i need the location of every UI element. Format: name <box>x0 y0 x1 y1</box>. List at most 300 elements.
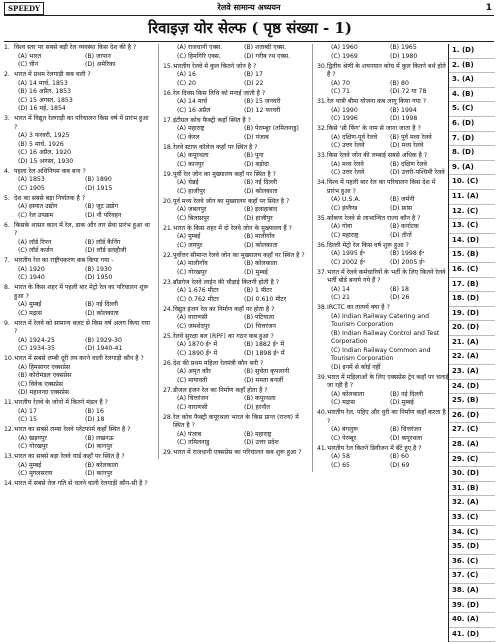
question-text: किसे 'थ्री फिंग' के नाम से जाना जाता है ? <box>327 125 421 132</box>
question-line <box>317 215 449 224</box>
question-line <box>4 426 152 435</box>
option-list <box>163 287 311 304</box>
question-line <box>4 399 152 408</box>
option-text: (A) इस्पात उद्योग <box>18 203 58 210</box>
page-title: रिवाइज़ योर सेल्फ ( पृष्ठ संख्या - 1) <box>148 19 352 37</box>
question-item <box>317 409 449 443</box>
option-list <box>163 341 311 358</box>
question-item <box>4 426 152 452</box>
option-list <box>163 125 311 142</box>
option-text: (B) जापान <box>85 52 111 60</box>
answer-key-item: 25. (B) <box>449 394 495 409</box>
question-text: भारत में महिलाओं के लिए एक्सप्रेस ट्रेन कहाँ पर चलाई जा रही है ? <box>327 373 449 389</box>
answer-key-item: 16. (C) <box>449 263 495 278</box>
question-item <box>317 63 449 97</box>
option-text: (A) 1.676 मीटर <box>177 287 219 294</box>
option-text: (D) 18 <box>85 416 105 423</box>
question-item <box>4 44 152 70</box>
question-item <box>163 252 311 278</box>
option-text: (C) जयपुर <box>177 241 203 249</box>
question-line <box>317 374 449 391</box>
question-text: भारत में सबसे तेज गति से चलने वाली रेलगाड़ी कौन-सी है ? <box>14 480 148 487</box>
option-text: (C) महाराष्ट्र <box>331 231 359 239</box>
option-text: (D) चित्तरंजन <box>244 322 276 330</box>
question-text: भारत में रेलवे कर्मचारियों के भर्ती के लिए कितने रेलवे भर्ती बोर्ड बनाये गये हैं ? <box>327 268 446 284</box>
option-text: (A) U.S.A. <box>331 196 361 203</box>
question-item <box>163 333 311 359</box>
option-text: (B) 1930 <box>85 265 112 273</box>
option-list <box>163 44 311 61</box>
question-item <box>4 453 152 479</box>
question-item <box>163 144 311 170</box>
question-line <box>317 269 449 286</box>
answer-key-item: 28. (A) <box>449 438 495 453</box>
question-line <box>317 152 449 161</box>
option-text: (A) भारत <box>18 52 42 60</box>
question-text: किसके शासन काल में रेल, डाक और तार सेवा प्रारंभ हुआ था ? <box>14 221 150 237</box>
question-number: 1. <box>4 44 10 51</box>
question-line <box>163 63 311 72</box>
option-text: (D) हरनौत <box>244 403 270 411</box>
option-text: (A) 3 फरवरी, 1925 <box>18 132 70 139</box>
option-text: (A) कपूरथला <box>177 152 209 159</box>
question-line <box>163 387 311 396</box>
question-line <box>317 125 449 134</box>
question-text: रेल यात्री बीमा योजना कब लागू किया गया ? <box>327 98 426 105</box>
question-number: 40. <box>317 409 327 416</box>
option-text: (D) अमेरिका <box>85 61 116 68</box>
option-text: (A) लॉर्ड रिपन <box>18 238 52 246</box>
option-text: (C) 15 <box>18 416 37 423</box>
question-number: 36. <box>317 241 327 249</box>
option-text: (A) जबलपुर <box>177 206 207 213</box>
answer-key-item: 12. (C) <box>449 205 495 220</box>
question-number: 19. <box>163 170 173 178</box>
question-text: पूर्वी रेल जोन का मुख्यालय कहाँ पर स्थित है ? <box>173 170 276 178</box>
question-text: रेलवे स्टाफ कॉलेज कहाँ पर स्थित है ? <box>173 143 258 151</box>
option-text: (A) अमृत कौर <box>177 368 211 375</box>
option-text: (D) 1915 <box>85 184 113 192</box>
question-text: कोंकण रेलवे से लाभान्वित राज्य कौन है ? <box>327 214 421 222</box>
option-text: (A) कोलकाता <box>331 390 365 398</box>
question-line <box>4 453 152 462</box>
option-text: (B) Indian Railway Control and Test Corporation <box>331 329 440 345</box>
option-text: (D) तीनों <box>390 231 412 239</box>
option-text: (B) सुचेता कृपलानी <box>244 368 290 375</box>
option-text: (B) जूट उद्योग <box>85 203 119 210</box>
question-number: 38. <box>317 304 327 311</box>
option-text: (A) दक्षिण-पूर्व रेलवे <box>331 133 378 141</box>
answer-key-item: 20. (D) <box>449 321 495 336</box>
question-number: 35. <box>317 214 327 222</box>
option-text: (A) 1853 <box>18 176 45 183</box>
question-number: 27. <box>163 386 173 394</box>
question-text: भारत में सबसे लम्बी दूरी तय करने वाली रेलगाड़ी कौन है ? <box>14 355 144 362</box>
option-text: (D) कोलकाता <box>85 309 119 317</box>
option-text: (B) दक्षिण रेलवे <box>390 160 427 168</box>
question-item <box>163 449 311 458</box>
question-text: भारत में राजधानी एक्सप्रेस का परिचालन कब शुरू हुआ ? <box>173 449 302 456</box>
option-text: (C) 16 अप्रैल, 1920 <box>18 149 72 156</box>
question-item <box>317 269 449 303</box>
question-item <box>317 98 449 124</box>
answer-key-item: 38. (A) <box>449 584 495 599</box>
option-text: (B) नई दिल्ली <box>244 179 277 186</box>
option-text: (C) 65 <box>331 461 350 469</box>
option-text: (C) रेल उपक्रम <box>18 211 54 219</box>
option-text: (A) मुम्बई <box>18 461 42 469</box>
option-text: (C) हिमगिरि एक्स. <box>177 52 221 60</box>
answer-key-item: 18. (D) <box>449 292 495 307</box>
question-number: 6. <box>4 221 10 229</box>
answer-key-item: 40. (A) <box>449 613 495 628</box>
question-number: 22. <box>163 251 173 259</box>
question-text: भारतीय रेल, पहिए और धुरी का निर्माण कहाँ करता है ? <box>327 409 446 425</box>
option-text: (C) उत्तर रेलवे <box>331 142 365 149</box>
option-text: (C) 20 <box>177 79 196 87</box>
page-header <box>4 2 494 16</box>
question-item <box>163 63 311 89</box>
question-number: 29. <box>163 449 173 456</box>
option-text: (B) 80 <box>390 79 409 87</box>
option-list <box>163 179 311 196</box>
option-text: (C) गोरखपुर <box>177 268 207 276</box>
answer-key-item: 32. (A) <box>449 496 495 511</box>
option-text: (A) महाराष्ट्र <box>177 125 205 132</box>
option-text: (A) मुम्बई <box>18 301 42 308</box>
question-number: 7. <box>4 257 10 264</box>
title-divider <box>4 41 494 42</box>
answer-key-item: 36. (C) <box>449 555 495 570</box>
question-line <box>4 71 152 80</box>
option-text: (A) मध्य रेलवे <box>331 160 364 168</box>
option-text: (B) पेराम्बूर (तमिलनाडु) <box>244 125 299 132</box>
option-text: (D) 1940-41 <box>85 345 123 352</box>
question-line <box>4 115 152 132</box>
option-list <box>4 462 152 479</box>
answer-key-item: 10. (C) <box>449 175 495 190</box>
option-text: (D) 69 <box>390 461 410 469</box>
option-text: (B) 1 मीटर <box>244 287 272 294</box>
question-number: 14. <box>4 480 14 487</box>
option-text: (B) कोलकाता <box>244 260 278 267</box>
question-item <box>317 215 449 241</box>
question-text: भारत का सबसे लम्बा रेलवे प्लेटफार्म कहाँ स्थित है ? <box>14 426 131 433</box>
question-line <box>4 480 152 489</box>
answer-key-item: 4. (B) <box>449 88 495 103</box>
question-number: 30. <box>317 62 327 70</box>
question-line <box>4 355 152 364</box>
answer-key-item: 23. (A) <box>449 365 495 380</box>
option-text: (C) 1905 <box>18 184 45 192</box>
option-text: (A) गोवा <box>331 223 353 230</box>
option-text: (D) 12 फरवरी <box>244 106 281 114</box>
question-line <box>4 320 152 337</box>
option-text: (B) कोलकाता <box>85 461 119 469</box>
question-item <box>4 257 152 283</box>
question-item <box>317 125 449 151</box>
option-text: (D) कानपुर <box>85 470 113 477</box>
option-text: (A) खड़गपुर <box>18 434 47 442</box>
question-item <box>163 225 311 251</box>
question-item <box>163 90 311 116</box>
brand-logo: SPEEDY <box>4 2 44 15</box>
option-text: (A) 1990 <box>331 106 358 114</box>
option-text: (B) चित्तरंजन <box>390 426 422 433</box>
question-text: भारतीय रेलवे के जोनों में कितने मंडल हैं ? <box>14 399 108 406</box>
question-item <box>4 222 152 256</box>
option-text: (B) कर्नाटक <box>390 223 419 230</box>
question-number: 20. <box>163 197 173 205</box>
answer-key-item: 8. (D) <box>449 146 495 161</box>
question-line <box>317 179 449 196</box>
option-text: (C) 21 <box>331 294 350 301</box>
option-text: (B) लॉर्ड कैनिंग <box>85 238 121 246</box>
answer-key-item: 5. (C) <box>449 102 495 117</box>
option-text: (C) 1996 <box>331 115 358 122</box>
option-text: (A) 1995 ई॰ <box>331 250 366 257</box>
question-line <box>317 304 449 313</box>
option-text: (A) 14 मार्च, 1853 <box>18 79 68 87</box>
option-text: (C) विवेक एक्सप्रेस <box>18 380 63 388</box>
option-text: (B) लखनऊ <box>85 434 114 442</box>
question-line <box>163 144 311 153</box>
question-item <box>163 279 311 305</box>
option-text: (C) उत्तर रेलवे <box>331 169 365 176</box>
question-text: भारत में प्रथम रेलगाड़ी कब चली ? <box>14 71 91 78</box>
answer-key-item: 29. (C) <box>449 453 495 468</box>
option-text: (A) राजधानी एक्स. <box>177 44 223 51</box>
answer-key-item: 14. (D) <box>449 234 495 249</box>
question-line <box>4 168 152 177</box>
option-text: (C) Indian Railway Common and Tourism Corporation <box>331 346 431 362</box>
question-text: भारत में विद्युत रेलगाड़ी का परिचालन किस वर्ष में प्रारंभ हुआ ? <box>14 115 149 131</box>
page-number: 1 <box>485 3 492 13</box>
option-text: (D) 72 या 78 <box>390 88 427 95</box>
question-item <box>163 387 311 413</box>
option-list <box>163 206 311 223</box>
option-list <box>317 426 449 443</box>
answer-key-item: 41. (D) <box>449 628 495 642</box>
option-list <box>317 453 449 470</box>
question-line <box>163 449 311 458</box>
option-text: (B) महाराष्ट्र <box>244 430 272 438</box>
question-item <box>4 480 152 489</box>
option-list <box>317 223 449 240</box>
option-text: (B) कोरोमंडल एक्सप्रेस <box>18 372 72 379</box>
option-list <box>317 286 449 303</box>
option-text: (B) मालीगाँव <box>244 233 275 240</box>
option-text: (D) उत्तरी-पश्चिमी रेलवे <box>390 169 445 176</box>
question-text: दिल्ली मेट्रो रेल किस वर्ष शुरू हुआ ? <box>327 241 409 249</box>
option-text: (B) पूर्व मध्य रेलवे <box>390 133 432 141</box>
option-text: (B) 16 अप्रैल, 1853 <box>18 88 72 95</box>
option-text: (D) कोलकाता <box>244 241 278 249</box>
question-number: 4. <box>4 167 10 175</box>
question-number: 12. <box>4 426 14 433</box>
question-number: 28. <box>163 413 173 421</box>
option-list <box>4 364 152 398</box>
option-list <box>4 301 152 318</box>
answer-key-item: 15. (B) <box>449 248 495 263</box>
question-item <box>4 168 152 194</box>
option-text: (A) वाराणसी <box>177 314 208 321</box>
option-list <box>4 435 152 452</box>
option-text: (D) 1950 <box>85 274 113 281</box>
answer-key-item: 33. (C) <box>449 511 495 526</box>
option-text: (A) 70 <box>331 79 350 87</box>
option-list <box>4 337 152 354</box>
option-text: (D) 1898 ई॰ में <box>244 349 285 357</box>
option-text: (C) लॉर्ड कर्जन <box>18 247 53 254</box>
option-text: (C) 16 अप्रैल <box>177 106 211 114</box>
option-text: (D) 0.610 मीटर <box>244 295 287 303</box>
option-text: (D) 26 <box>390 294 410 301</box>
question-item <box>163 44 311 61</box>
option-text: (D) उत्तर प्रदेश <box>244 439 279 446</box>
answer-key-item: 6. (D) <box>449 117 495 132</box>
question-text: भारत में रेलवे को सामान्य बजट से किस वर्ष अलग किया गया ? <box>14 319 150 335</box>
option-list <box>4 132 152 166</box>
question-line <box>4 222 152 239</box>
question-line <box>163 252 311 261</box>
question-text: भारतीय रेलवे में कुल कितने जोन है ? <box>173 62 257 70</box>
question-text: IRCTC का तात्पर्य क्या है ? <box>327 304 390 311</box>
question-number: 9. <box>4 319 10 327</box>
question-item <box>4 71 152 114</box>
header-title: रेलवे सामान्य अध्ययन <box>217 3 281 12</box>
option-list <box>4 266 152 283</box>
question-line <box>4 195 152 204</box>
question-text: इंटीग्रल कोच फैक्ट्री कहाँ स्थित है ? <box>173 116 251 124</box>
option-list <box>4 80 152 114</box>
option-text: (C) 15 अगस्त, 1853 <box>18 96 73 104</box>
option-text: (B) इलाहाबाद <box>244 206 278 213</box>
question-text: किस रेलवे जोन की लम्बाई सबसे अधिक है ? <box>327 152 428 159</box>
question-line <box>4 44 152 53</box>
question-number: 24. <box>163 305 173 313</box>
answer-key-item: 24. (D) <box>449 380 495 395</box>
answer-key-item: 1. (D) <box>449 44 495 59</box>
option-text: (D) 2005 ई॰ <box>390 258 425 266</box>
option-text: (A) 16 <box>177 71 196 78</box>
answer-key-item: 37. (C) <box>449 569 495 584</box>
answer-key-item: 7. (D) <box>449 132 495 147</box>
answer-key-item: 9. (A) <box>449 161 495 176</box>
question-number: 39. <box>317 373 327 381</box>
question-number: 5. <box>4 194 10 202</box>
answer-key-item: 2. (B) <box>449 59 495 74</box>
question-line <box>163 90 311 99</box>
option-text: (D) कानपुर <box>85 443 113 450</box>
option-text: (D) फ्रांस <box>390 204 413 212</box>
question-item <box>317 445 449 471</box>
option-text: (C) मुगलसराय <box>18 470 53 477</box>
option-list <box>163 431 311 448</box>
option-text: (C) 1969 <box>331 52 358 60</box>
option-list <box>317 161 449 178</box>
answer-key-item: 31. (B) <box>449 482 495 497</box>
option-list <box>4 176 152 193</box>
question-number: 23. <box>163 278 173 286</box>
question-number: 18. <box>163 143 173 151</box>
option-text: (C) बिलासपुर <box>177 214 210 222</box>
question-item <box>4 195 152 221</box>
question-item <box>4 115 152 166</box>
option-list <box>317 107 449 124</box>
option-list <box>317 44 449 61</box>
answer-key-item: 22. (A) <box>449 350 495 365</box>
question-text: विश्व स्तर पर सबसे बड़ी रेल व्यवस्था किस देश की है ? <box>14 44 137 51</box>
question-number: 2. <box>4 71 10 78</box>
option-text: (C) जमशेदपुर <box>177 322 210 330</box>
option-text: (D) मध्य रेलवे <box>390 142 424 149</box>
question-number: 21. <box>163 224 173 232</box>
question-number: 13. <box>4 453 14 460</box>
question-number: 17. <box>163 116 173 124</box>
option-text: (C) 71 <box>331 88 350 95</box>
option-text: (B) कपूरथला <box>244 395 276 402</box>
question-text: भारतीय रेल कितने डिवीजन में बँटे हुए है ? <box>327 444 422 452</box>
option-text: (B) पटियाला <box>244 314 275 321</box>
option-text: (A) 14 <box>331 285 350 293</box>
question-number: 16. <box>163 89 173 97</box>
question-line <box>4 284 152 301</box>
question-number: 25. <box>163 332 173 340</box>
answer-key-item: 13. (C) <box>449 219 495 234</box>
option-text: (C) इंग्लैण्ड <box>331 204 358 212</box>
question-line <box>163 414 311 431</box>
option-text: (D) 1998 <box>390 115 418 122</box>
option-text: (C) 1890 ई॰ में <box>177 349 218 357</box>
option-text: (C) 0.762 मीटर <box>177 295 219 303</box>
question-column-2 <box>158 44 311 459</box>
question-number: 3. <box>4 115 10 122</box>
question-item <box>163 306 311 332</box>
question-number: 37. <box>317 268 327 276</box>
question-text: रेल कोच फैक्ट्री कपूरथला भारत के किस प्रान्त (राज्य) में स्थित है ? <box>173 413 299 429</box>
option-text: (D) कोलकाता <box>244 187 278 195</box>
question-text: पूर्व मध्य रेलवे जोन का मुख्यालय कहाँ पर स्थित है ? <box>173 197 290 205</box>
option-list <box>163 98 311 115</box>
option-text: (D) महानन्दा एक्सप्रेस <box>18 389 69 396</box>
question-text: विद्युत इंजन रेल का निर्माण कहाँ पर होता है ? <box>173 305 275 313</box>
answer-key-column <box>448 44 495 642</box>
option-text: (A) बंगलुरू <box>331 426 359 433</box>
answer-key-item: 11. (A) <box>449 190 495 205</box>
option-text: (D) गरीब रथ एक्स. <box>244 52 291 60</box>
question-number: 34. <box>317 179 327 186</box>
option-text: (D) बड़ोदा <box>244 160 269 168</box>
question-item <box>4 284 152 318</box>
question-line <box>317 445 449 454</box>
question-item <box>163 117 311 143</box>
question-number: 32. <box>317 125 327 132</box>
option-text: (C) 1940 <box>18 274 45 281</box>
option-text: (D) लॉर्ड डलहौजी <box>85 247 127 254</box>
option-list <box>163 260 311 277</box>
option-list <box>317 134 449 151</box>
option-text: (A) 1920 <box>18 265 45 273</box>
option-text: (A) 1924-25 <box>18 336 55 344</box>
option-text: (C) केरल <box>177 133 200 141</box>
question-line <box>163 171 311 180</box>
option-text: (C) चीन <box>18 61 39 68</box>
option-list <box>4 53 152 70</box>
question-text: भारत के किस शहर में पहली बार मेट्रो रेल का परिचालन शुरू हुआ ? <box>14 284 149 300</box>
answer-key-item: 19. (D) <box>449 307 495 322</box>
option-text: (C) 2002 ई॰ <box>331 258 366 266</box>
